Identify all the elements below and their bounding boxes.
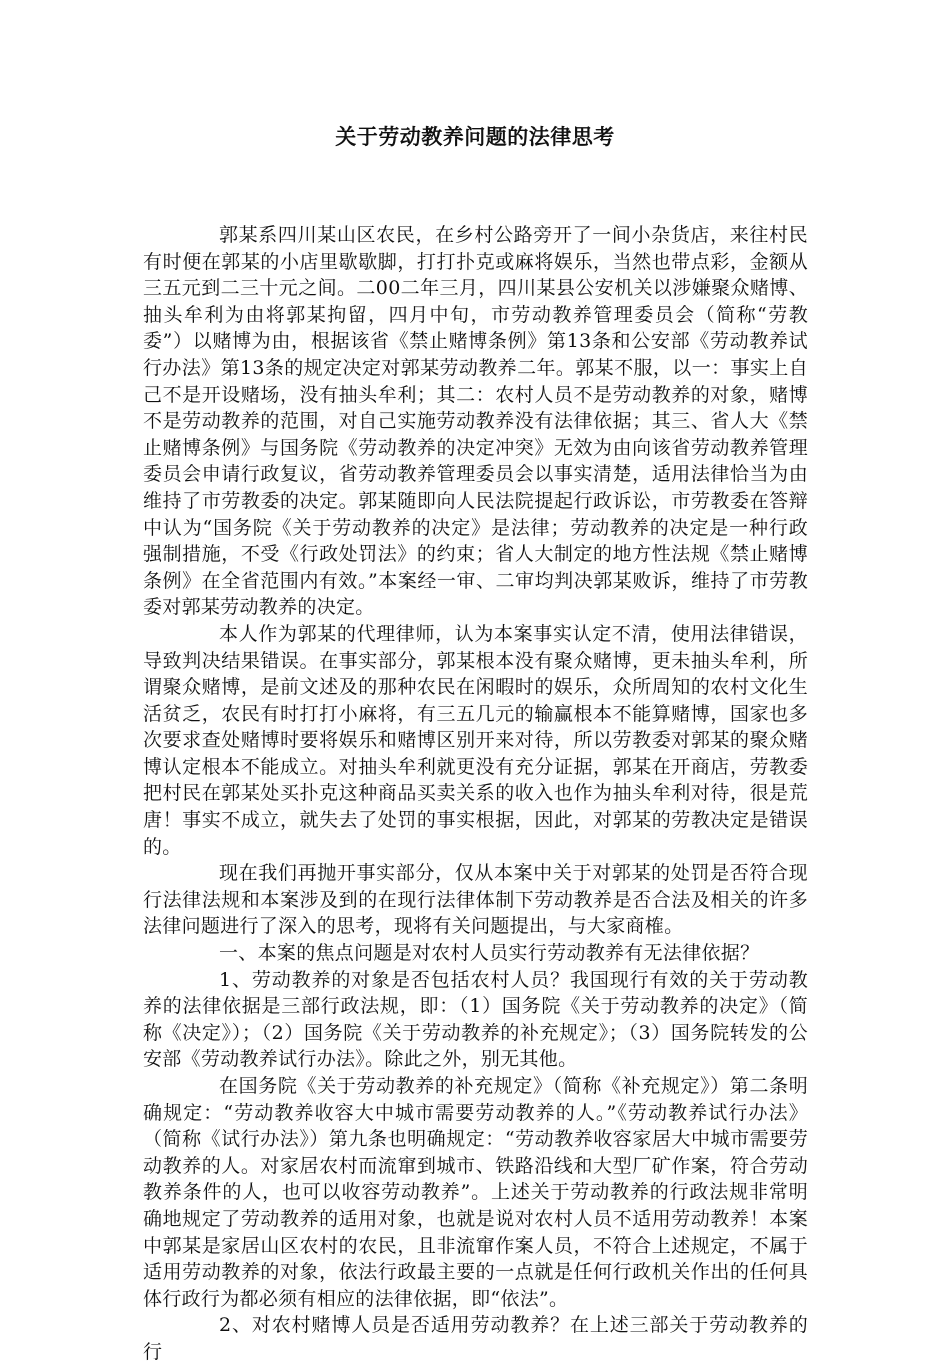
document-body xyxy=(143,222,808,1366)
paragraph-lawyer-opinion: 本人作为郭某的代理律师，认为本案事实认定不清，使用法律错误，导致判决结果错误。在事实部分，郭某根本没有聚众赌博，更未抽头牟利，所谓聚众赌博，是前文述及的那种农民在闲暇时的娱乐，众所周知的农村文化生活贫乏，农民有时打打小麻将，有三五几元的输赢根本不能算赌博，国家也多次要求查处赌博时要将娱乐和赌博区别开来对待，所以劳教委对郭某的聚众赌博认定根本不能成立。对抽头牟利就更没有充分证据，郭某在开商店，劳教委把村民在郭某处买扑克这种商品买卖关系的收入也作为抽头牟利对待，很是荒唐！事实不成立，就失去了处罚的事实根据，因此，对郭某的劳教决定是错误的。 xyxy=(143,622,808,858)
paragraph-supplementary-rules: 在国务院《关于劳动教养的补充规定》（简称《补充规定》）第二条明确规定：“劳动教养收容大中城市需要劳动教养的人。”《劳动教养试行办法》（简称《试行办法》）第九条也明确规定：“劳动教养收容家居大中城市需要劳动教养的人。对家居农村而流窜到城市、铁路沿线和大型厂矿作案，符合劳动教养条件的人，也可以收容劳动教养”。上述关于劳动教养的行政法规非常明确地规定了劳动教养的适用对象，也就是说对农村人员不适用劳动教养！本案中郭某是家居山区农村的农民，且非流窜作案人员，不符合上述规定，不属于适用劳动教养的对象，依法行政最主要的一点就是任何行政机关作出的任何具体行政行为都必须有相应的法律依据，即“依法”。 xyxy=(143,1075,808,1310)
paragraph-legal-questions: 现在我们再抛开事实部分，仅从本案中关于对郭某的处罚是否符合现行法律法规和本案涉及到的在现行法律体制下劳动教养是否合法及相关的许多法律问题进行了深入的思考，现将有关问题提出，与大家商榷。 xyxy=(143,862,808,938)
document-title: 关于劳动教养问题的法律思考 xyxy=(335,124,615,149)
paragraph-point-2: 2、对农村赌博人员是否适用劳动教养？在上述三部关于劳动教养的行 xyxy=(143,1314,808,1363)
section-heading-1: 一、本案的焦点问题是对农村人员实行劳动教养有无法律依据？ xyxy=(219,942,760,965)
paragraph-case-facts: 郭某系四川某山区农民，在乡村公路旁开了一间小杂货店，来往村民有时便在郭某的小店里歇歇脚，打打扑克或麻将娱乐，当然也带点彩，金额从三五元到二三十元之间。二00二年三月，四川某县公安机关以涉嫌聚众赌博、抽头牟利为由将郭某拘留，四月中旬，市劳动教养管理委员会（简称“劳教委”）以赌博为由，根据该省《禁止赌博条例》第13条和公安部《劳动教养试行办法》第13条的规定决定对郭某劳动教养二年。郭某不服，以一：事实上自己不是开设赌场，没有抽头牟利；其二：农村人员不是劳动教养的对象，赌博不是劳动教养的范围，对自己实施劳动教养没有法律依据；其三、省人大《禁止赌博条例》与国务院《劳动教养的决定冲突》无效为由向该省劳动教养管理委员会申请行政复议，省劳动教养管理委员会以事实清楚，适用法律恰当为由维持了市劳教委的决定。郭某随即向人民法院提起行政诉讼，市劳教委在答辩中认为“国务院《关于劳动教养的决定》是法律；劳动教养的决定是一种行政强制措施，不受《行政处罚法》的约束；省人大制定的地方性法规《禁止赌博条例》在全省范围内有效。”本案经一审、二审均判决郭某败诉，维持了市劳教委对郭某劳动教养的决定。 xyxy=(143,224,808,619)
paragraph-point-1: 1、劳动教养的对象是否包括农村人员？我国现行有效的关于劳动教养的法律依据是三部行政法规，即：（1）国务院《关于劳动教养的决定》（简称《决定》）；（2）国务院《关于劳动教养的补充规定》；（3）国务院转发的公安部《劳动教养试行办法》。除此之外，别无其他。 xyxy=(143,968,808,1071)
